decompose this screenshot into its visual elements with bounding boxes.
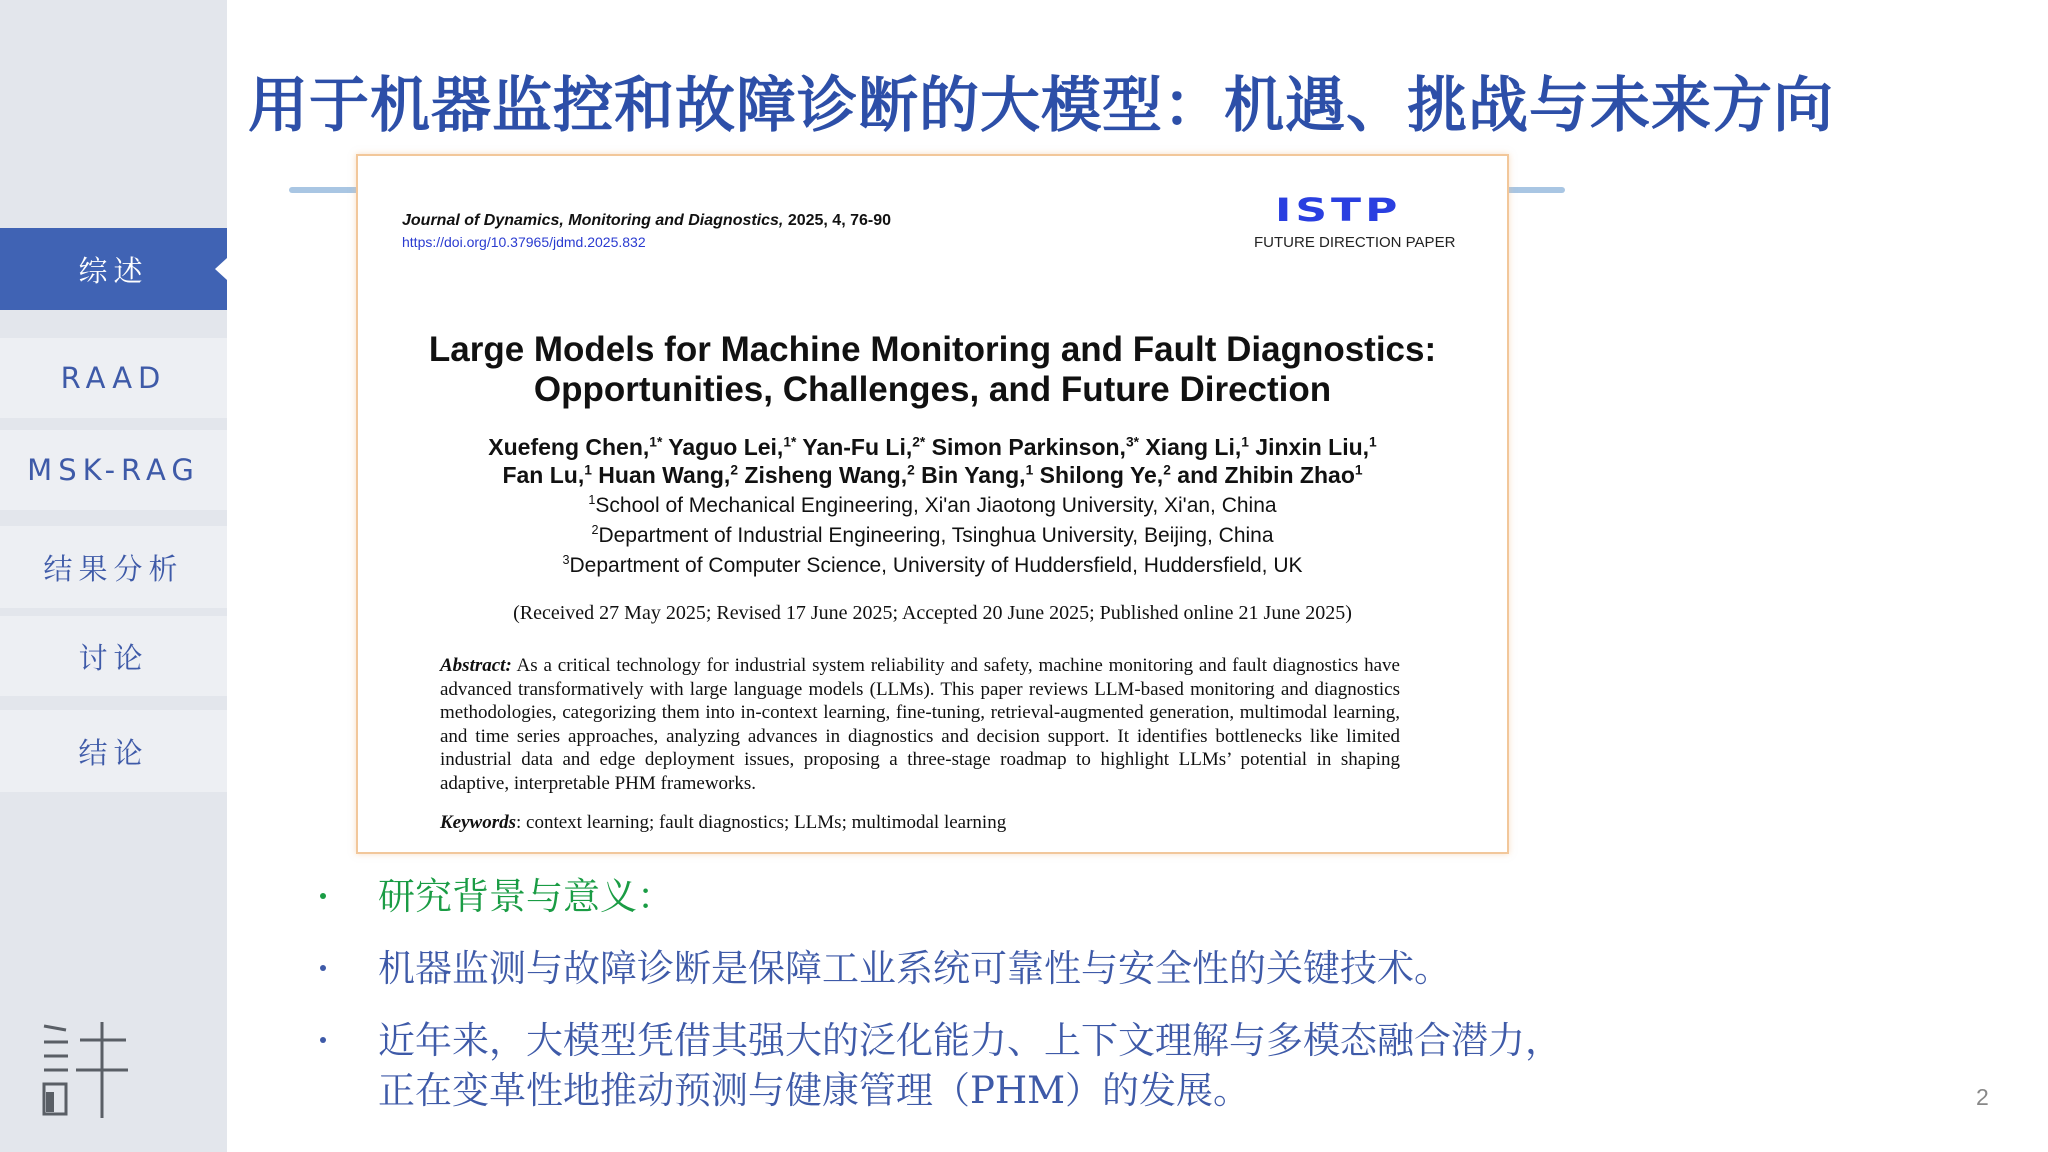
sidebar-item-label: 综述: [78, 253, 149, 288]
author-name: Jinxin Liu,: [1248, 434, 1370, 460]
sidebar-item-label: 讨论: [78, 640, 149, 675]
affiliation: $^3$Department of Computer Science, University of Huddersfield, Huddersfield, UK: [562, 553, 1303, 577]
author-name: Yan-Fu Li,: [796, 434, 913, 460]
author-affiliation-mark: 1: [1241, 434, 1249, 450]
sidebar-item-msk-rag[interactable]: [0, 430, 227, 510]
sidebar-item-label: RAAD: [60, 361, 167, 395]
author-name: Yaguo Lei,: [662, 434, 784, 460]
author-name: Simon Parkinson,: [925, 434, 1126, 460]
page-number: 2: [1976, 1084, 1989, 1110]
bullet-dot: [320, 893, 326, 899]
bullet-text: 研究背景与意义：: [378, 875, 674, 918]
author-affiliation-mark: 1: [584, 462, 592, 478]
author-affiliation-mark: 1*: [783, 434, 797, 450]
abstract: Abstract: As a critical technology for industrial system reliability and safety, machine monitoring and fault diagnostics have advanced transformatively with large language models (LLMs). This paper reviews LLM-based monitoring and diagnostics methodologies, categorizing them into in-context learning, fine-tuning, retrieval-augmented generation, multimodal learning, and time series approaches, analyzing advances in diagnostics and decision support. It identifies bottlenecks like limited industrial data and edge deployment issues, proposing a three-stage roadmap to highlight LLMs’ potential in shaping adaptive, interpretable PHM frameworks.: [440, 655, 1400, 794]
sidebar-item-raad[interactable]: [0, 338, 227, 418]
page-title: 用于机器监控和故障诊断的大模型：机遇、挑战与未来方向: [248, 71, 1834, 141]
author-affiliation-mark: 2: [907, 462, 915, 478]
bullet-text: 正在变革性地推动预测与健康管理（PHM）的发展。: [378, 1069, 1251, 1112]
author-name: Fan Lu,: [502, 462, 585, 488]
author-affiliation-mark: 1: [1025, 462, 1034, 478]
paper-type-label: FUTURE DIRECTION PAPER: [1254, 234, 1456, 251]
author-affiliation-mark: 1: [1354, 462, 1363, 478]
author-affiliation-mark: 2: [730, 462, 739, 478]
bullet-text: 近年来，大模型凭借其强大的泛化能力、上下文理解与多模态融合潜力，: [378, 1019, 1562, 1062]
author-name: Xiang Li,: [1139, 434, 1242, 460]
journal-citation: Journal of Dynamics, Monitoring and Diagnostics, 2025, 4, 76-90: [402, 212, 892, 229]
bullet-dot: [320, 1037, 326, 1043]
paper-title-line: Opportunities, Challenges, and Future Direction: [533, 370, 1332, 409]
xu-logo-icon: [40, 1020, 130, 1120]
paper-first-page: [356, 154, 1509, 854]
author-name: Shilong Ye,: [1033, 462, 1164, 488]
author-affiliation-mark: 2*: [912, 434, 926, 450]
affiliation: $^2$Department of Industrial Engineering, Tsinghua University, Beijing, China: [591, 523, 1274, 547]
bullet-text: 机器监测与故障诊断是保障工业系统可靠性与安全性的关键技术。: [378, 947, 1451, 990]
sidebar-item-discussion[interactable]: [0, 616, 227, 696]
sidebar-item-label: 结果分析: [43, 551, 184, 586]
author-list: [358, 462, 1507, 489]
sidebar-item-conclusion[interactable]: [0, 710, 227, 792]
author-name: Bin Yang,: [914, 462, 1026, 488]
sidebar: [0, 0, 227, 1152]
publication-dates: (Received 27 May 2025; Revised 17 June 2025; Accepted 20 June 2025; Published online 21 June 2025): [513, 602, 1352, 624]
sidebar-item-label: 结论: [78, 735, 149, 770]
author-affiliation-mark: 1: [1369, 434, 1377, 450]
author-affiliation-mark: 1*: [649, 434, 663, 450]
keywords: Keywords: context learning; fault diagnostics; LLMs; multimodal learning: [440, 812, 1007, 833]
author-name: Huan Wang,: [591, 462, 731, 488]
istp-logo: ISTP: [1275, 192, 1402, 229]
author-list: [358, 434, 1507, 461]
author-name: Xuefeng Chen,: [488, 434, 650, 460]
author-affiliation-mark: 3*: [1125, 434, 1139, 450]
author-affiliation-mark: 2: [1163, 462, 1171, 478]
paper-title-line: Large Models for Machine Monitoring and Fault Diagnostics:: [428, 330, 1437, 369]
doi-link[interactable]: https://doi.org/10.37965/jdmd.2025.832: [402, 234, 646, 250]
sidebar-item-results[interactable]: [0, 526, 227, 608]
author-name: Zisheng Wang,: [738, 462, 908, 488]
sidebar-item-label: MSK-RAG: [27, 453, 200, 487]
affiliation: $^1$School of Mechanical Engineering, Xi'an Jiaotong University, Xi'an, China: [588, 493, 1277, 517]
bullet-dot: [320, 965, 326, 971]
author-name: and Zhibin Zhao: [1170, 462, 1355, 488]
sidebar-item-overview[interactable]: [0, 228, 227, 310]
